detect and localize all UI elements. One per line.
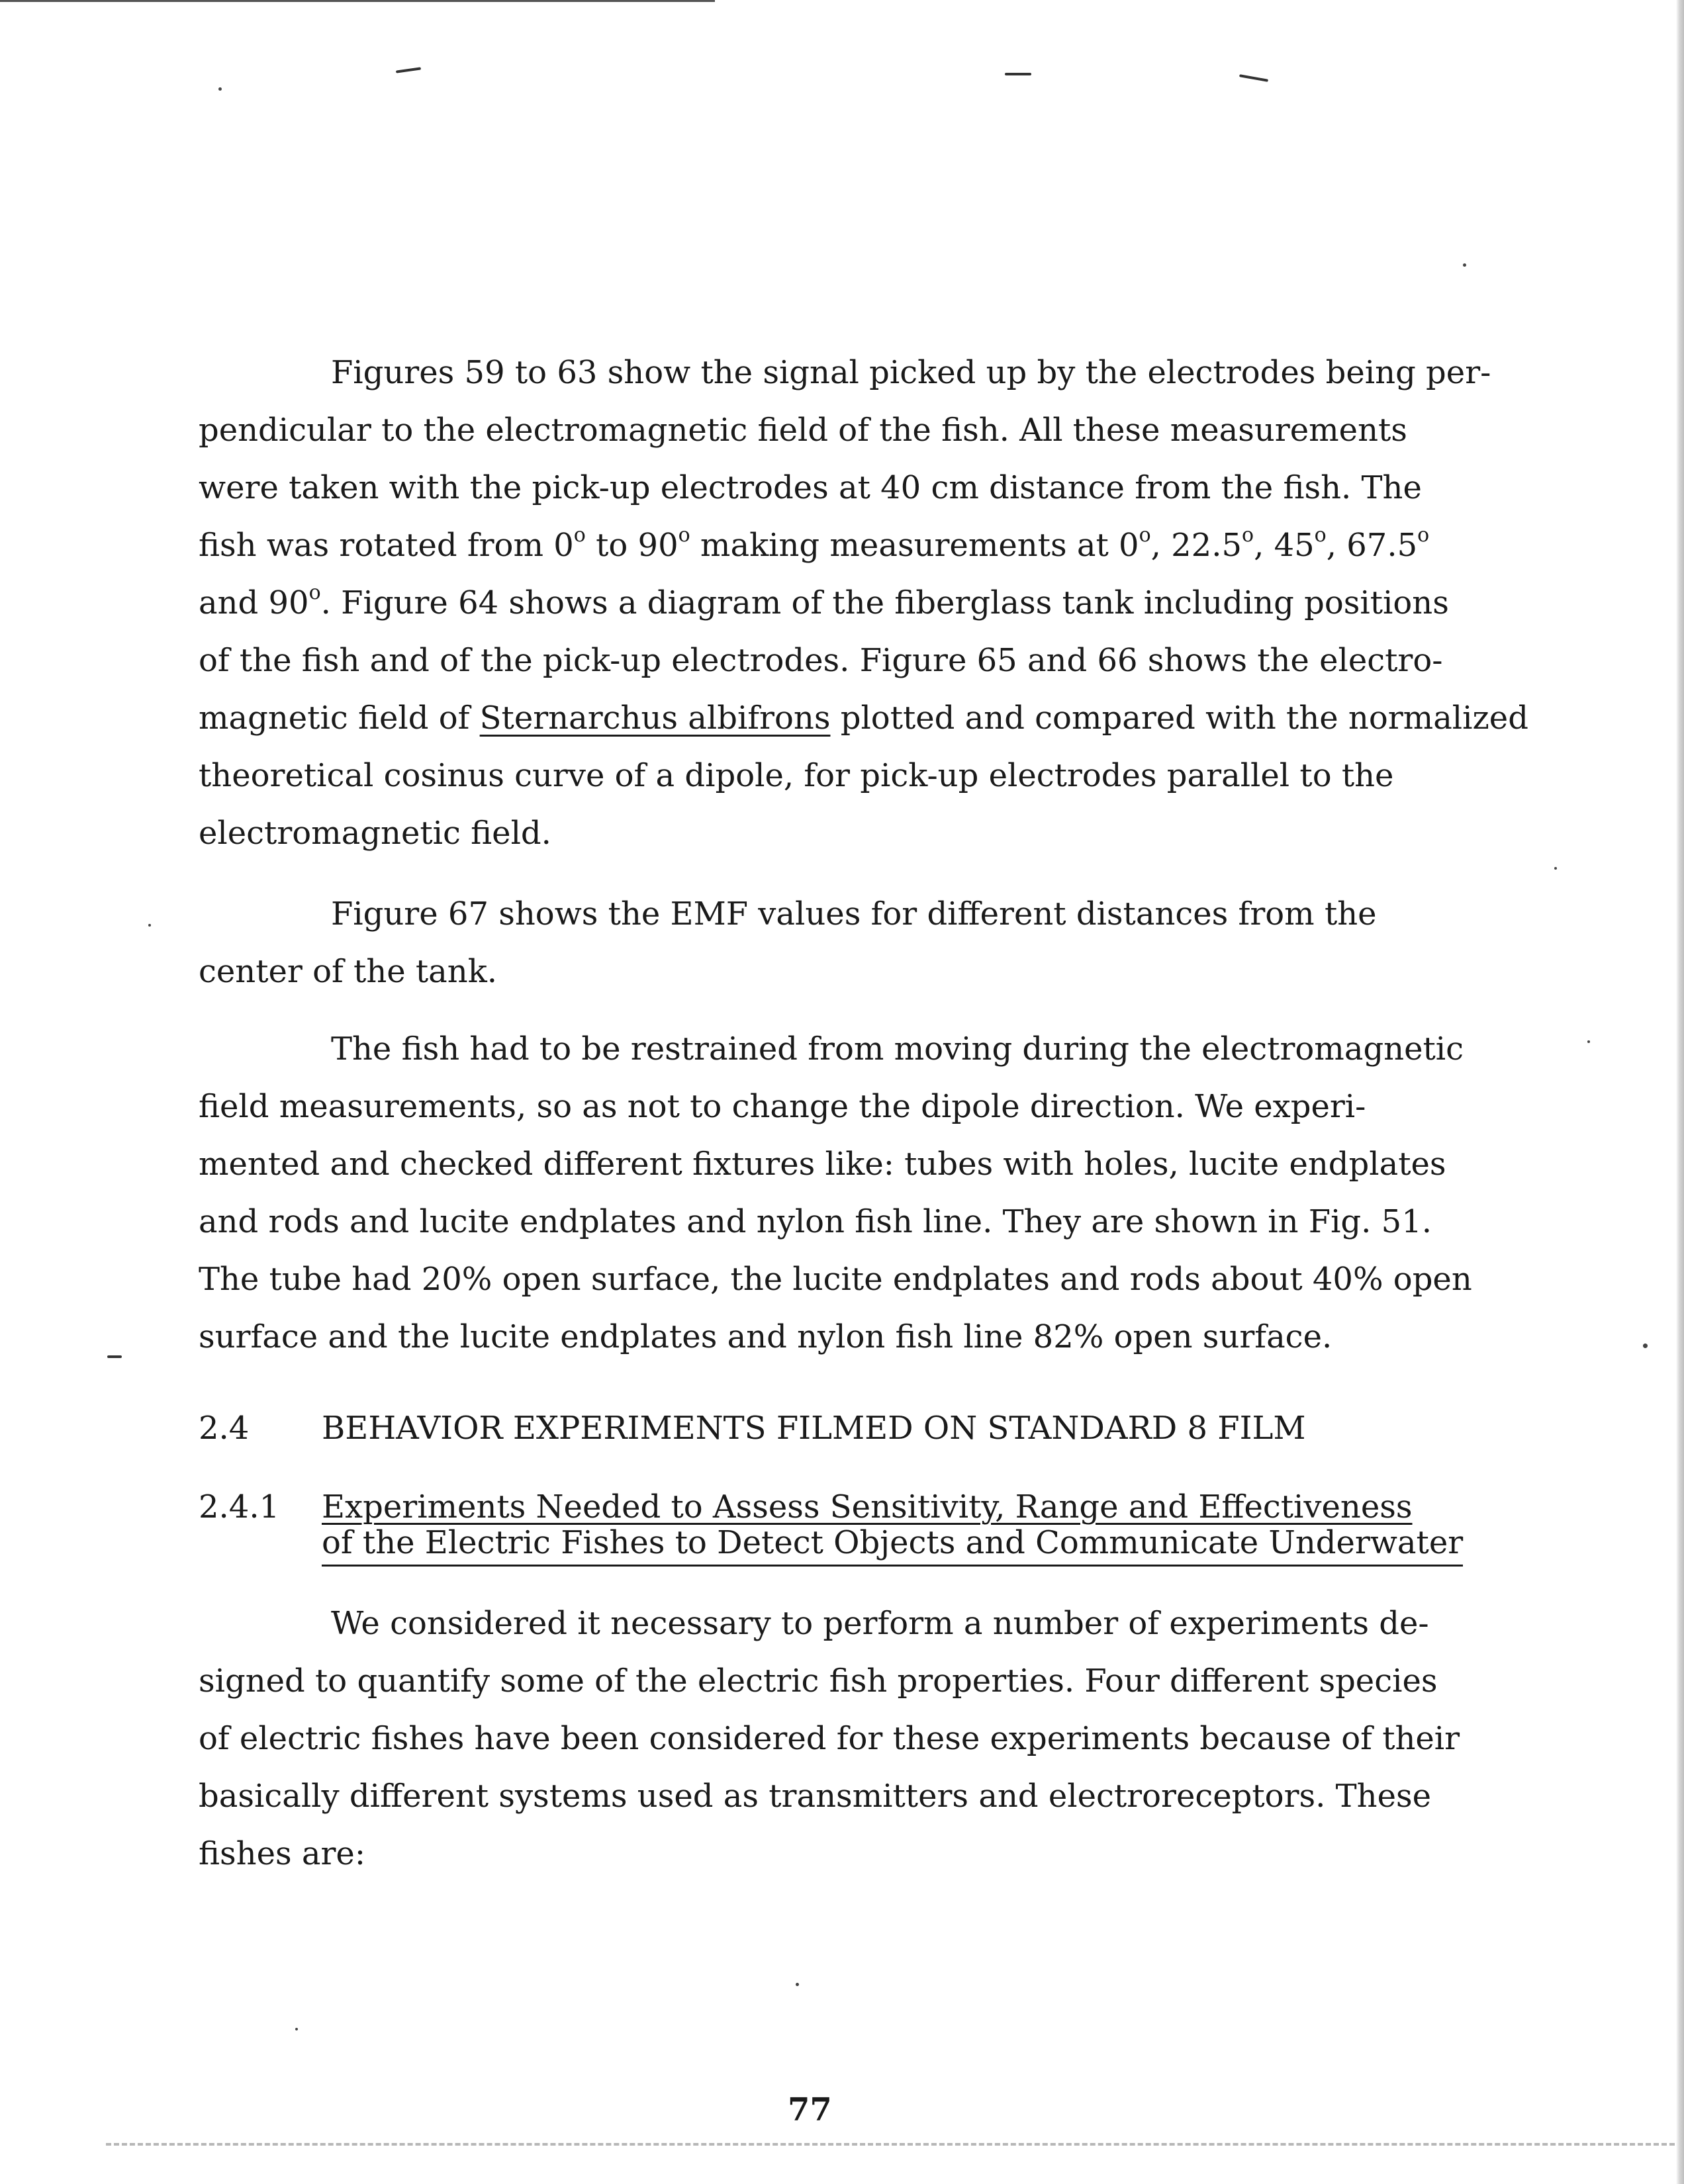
degree-mark: o: [678, 523, 690, 547]
page-edge-shadow: [1676, 0, 1684, 2184]
text-line: We considered it necessary to perform a number of experiments de-: [331, 1605, 1429, 1642]
section-number: 2.4: [199, 1410, 250, 1447]
text-segment: magnetic field of: [199, 700, 480, 737]
species-name: Sternarchus albifrons: [479, 700, 831, 737]
text-line: fishes are:: [199, 1835, 365, 1872]
scan-mark: [107, 1355, 122, 1358]
text-line: center of the tank.: [199, 953, 498, 990]
section-title-line: Experiments Needed to Assess Sensitivity, Range and Effectiveness: [322, 1488, 1413, 1525]
text-segment: fish was rotated from 0: [199, 527, 574, 564]
paragraph-fish-restraint: [199, 1021, 1609, 1366]
scan-mark: [1239, 74, 1268, 82]
text-segment: plotted and compared with the normalized: [830, 700, 1528, 737]
text-line-with-degrees: [199, 574, 1609, 632]
text-segment: , 22.5: [1150, 527, 1242, 564]
text-segment: , 45: [1254, 527, 1315, 564]
text-line: surface and the lucite endplates and nylon fish line 82% open surface.: [199, 1318, 1333, 1355]
scan-speck: [218, 87, 222, 91]
degree-mark: o: [1417, 523, 1430, 547]
text-line: theoretical cosinus curve of a dipole, for pick-up electrodes parallel to the: [199, 757, 1394, 794]
text-segment: making measurements at 0: [690, 527, 1139, 564]
scan-speck: [148, 924, 151, 927]
scan-speck: [1643, 1343, 1648, 1348]
text-line: pendicular to the electromagnetic field of the fish. All these measurements: [199, 412, 1407, 449]
text-line: electromagnetic field.: [199, 815, 551, 852]
text-line: of electric fishes have been considered for these experiments because of their: [199, 1720, 1460, 1757]
scan-mark: [1005, 73, 1031, 75]
text-line: field measurements, so as not to change the dipole direction. We experi-: [199, 1088, 1366, 1125]
degree-mark: o: [1314, 523, 1327, 547]
text-line: were taken with the pick-up electrodes at 40 cm distance from the fish. The: [199, 469, 1422, 506]
text-line: [199, 690, 1609, 747]
scan-speck: [1463, 263, 1466, 267]
paragraph-figure-67: [199, 886, 1609, 1001]
paragraph-figures-59-63: [199, 344, 1609, 862]
text-line: basically different systems used as transmitters and electroreceptors. These: [199, 1778, 1432, 1815]
text-line: of the fish and of the pick-up electrodes. Figure 65 and 66 shows the electro-: [199, 642, 1443, 679]
text-line: The fish had to be restrained from moving during the electromagnetic: [331, 1030, 1464, 1068]
text-segment: . Figure 64 shows a diagram of the fiberglass tank including positions: [320, 584, 1449, 621]
text-line: and rods and lucite endplates and nylon fish line. They are shown in Fig. 51.: [199, 1203, 1432, 1240]
text-line: Figure 67 shows the EMF values for different distances from the: [331, 895, 1377, 933]
scan-speck: [295, 2028, 298, 2030]
section-title-line: of the Electric Fishes to Detect Objects and Communicate Underwater: [322, 1525, 1463, 1567]
scan-mark: [396, 67, 421, 73]
degree-mark: o: [573, 523, 586, 547]
degree-mark: o: [308, 581, 321, 604]
text-line: The tube had 20% open surface, the lucite endplates and rods about 40% open: [199, 1261, 1472, 1298]
page-number: 77: [788, 2091, 832, 2128]
degree-mark: o: [1242, 523, 1254, 547]
section-title: [322, 1489, 1463, 1567]
section-number: 2.4.1: [199, 1488, 280, 1525]
text-segment: to 90: [585, 527, 678, 564]
text-line: signed to quantify some of the electric fish properties. Four different species: [199, 1662, 1438, 1700]
text-line: Figures 59 to 63 show the signal picked up by the electrodes being per-: [331, 354, 1491, 391]
top-scan-rule: [0, 0, 715, 2]
scan-speck: [796, 1983, 799, 1986]
scan-speck: [1554, 867, 1557, 870]
text-line: mented and checked different fixtures like: tubes with holes, lucite endplates: [199, 1146, 1446, 1183]
text-segment: and 90: [199, 584, 309, 621]
text-line-with-degrees: [199, 517, 1609, 574]
paragraph-experiments: [199, 1595, 1609, 1883]
section-title: BEHAVIOR EXPERIMENTS FILMED ON STANDARD 8 FILM: [322, 1410, 1306, 1447]
section-heading-2-4: [199, 1410, 1306, 1447]
degree-mark: o: [1139, 523, 1151, 547]
bottom-scan-rule: [106, 2143, 1675, 2146]
text-segment: , 67.5: [1326, 527, 1418, 564]
